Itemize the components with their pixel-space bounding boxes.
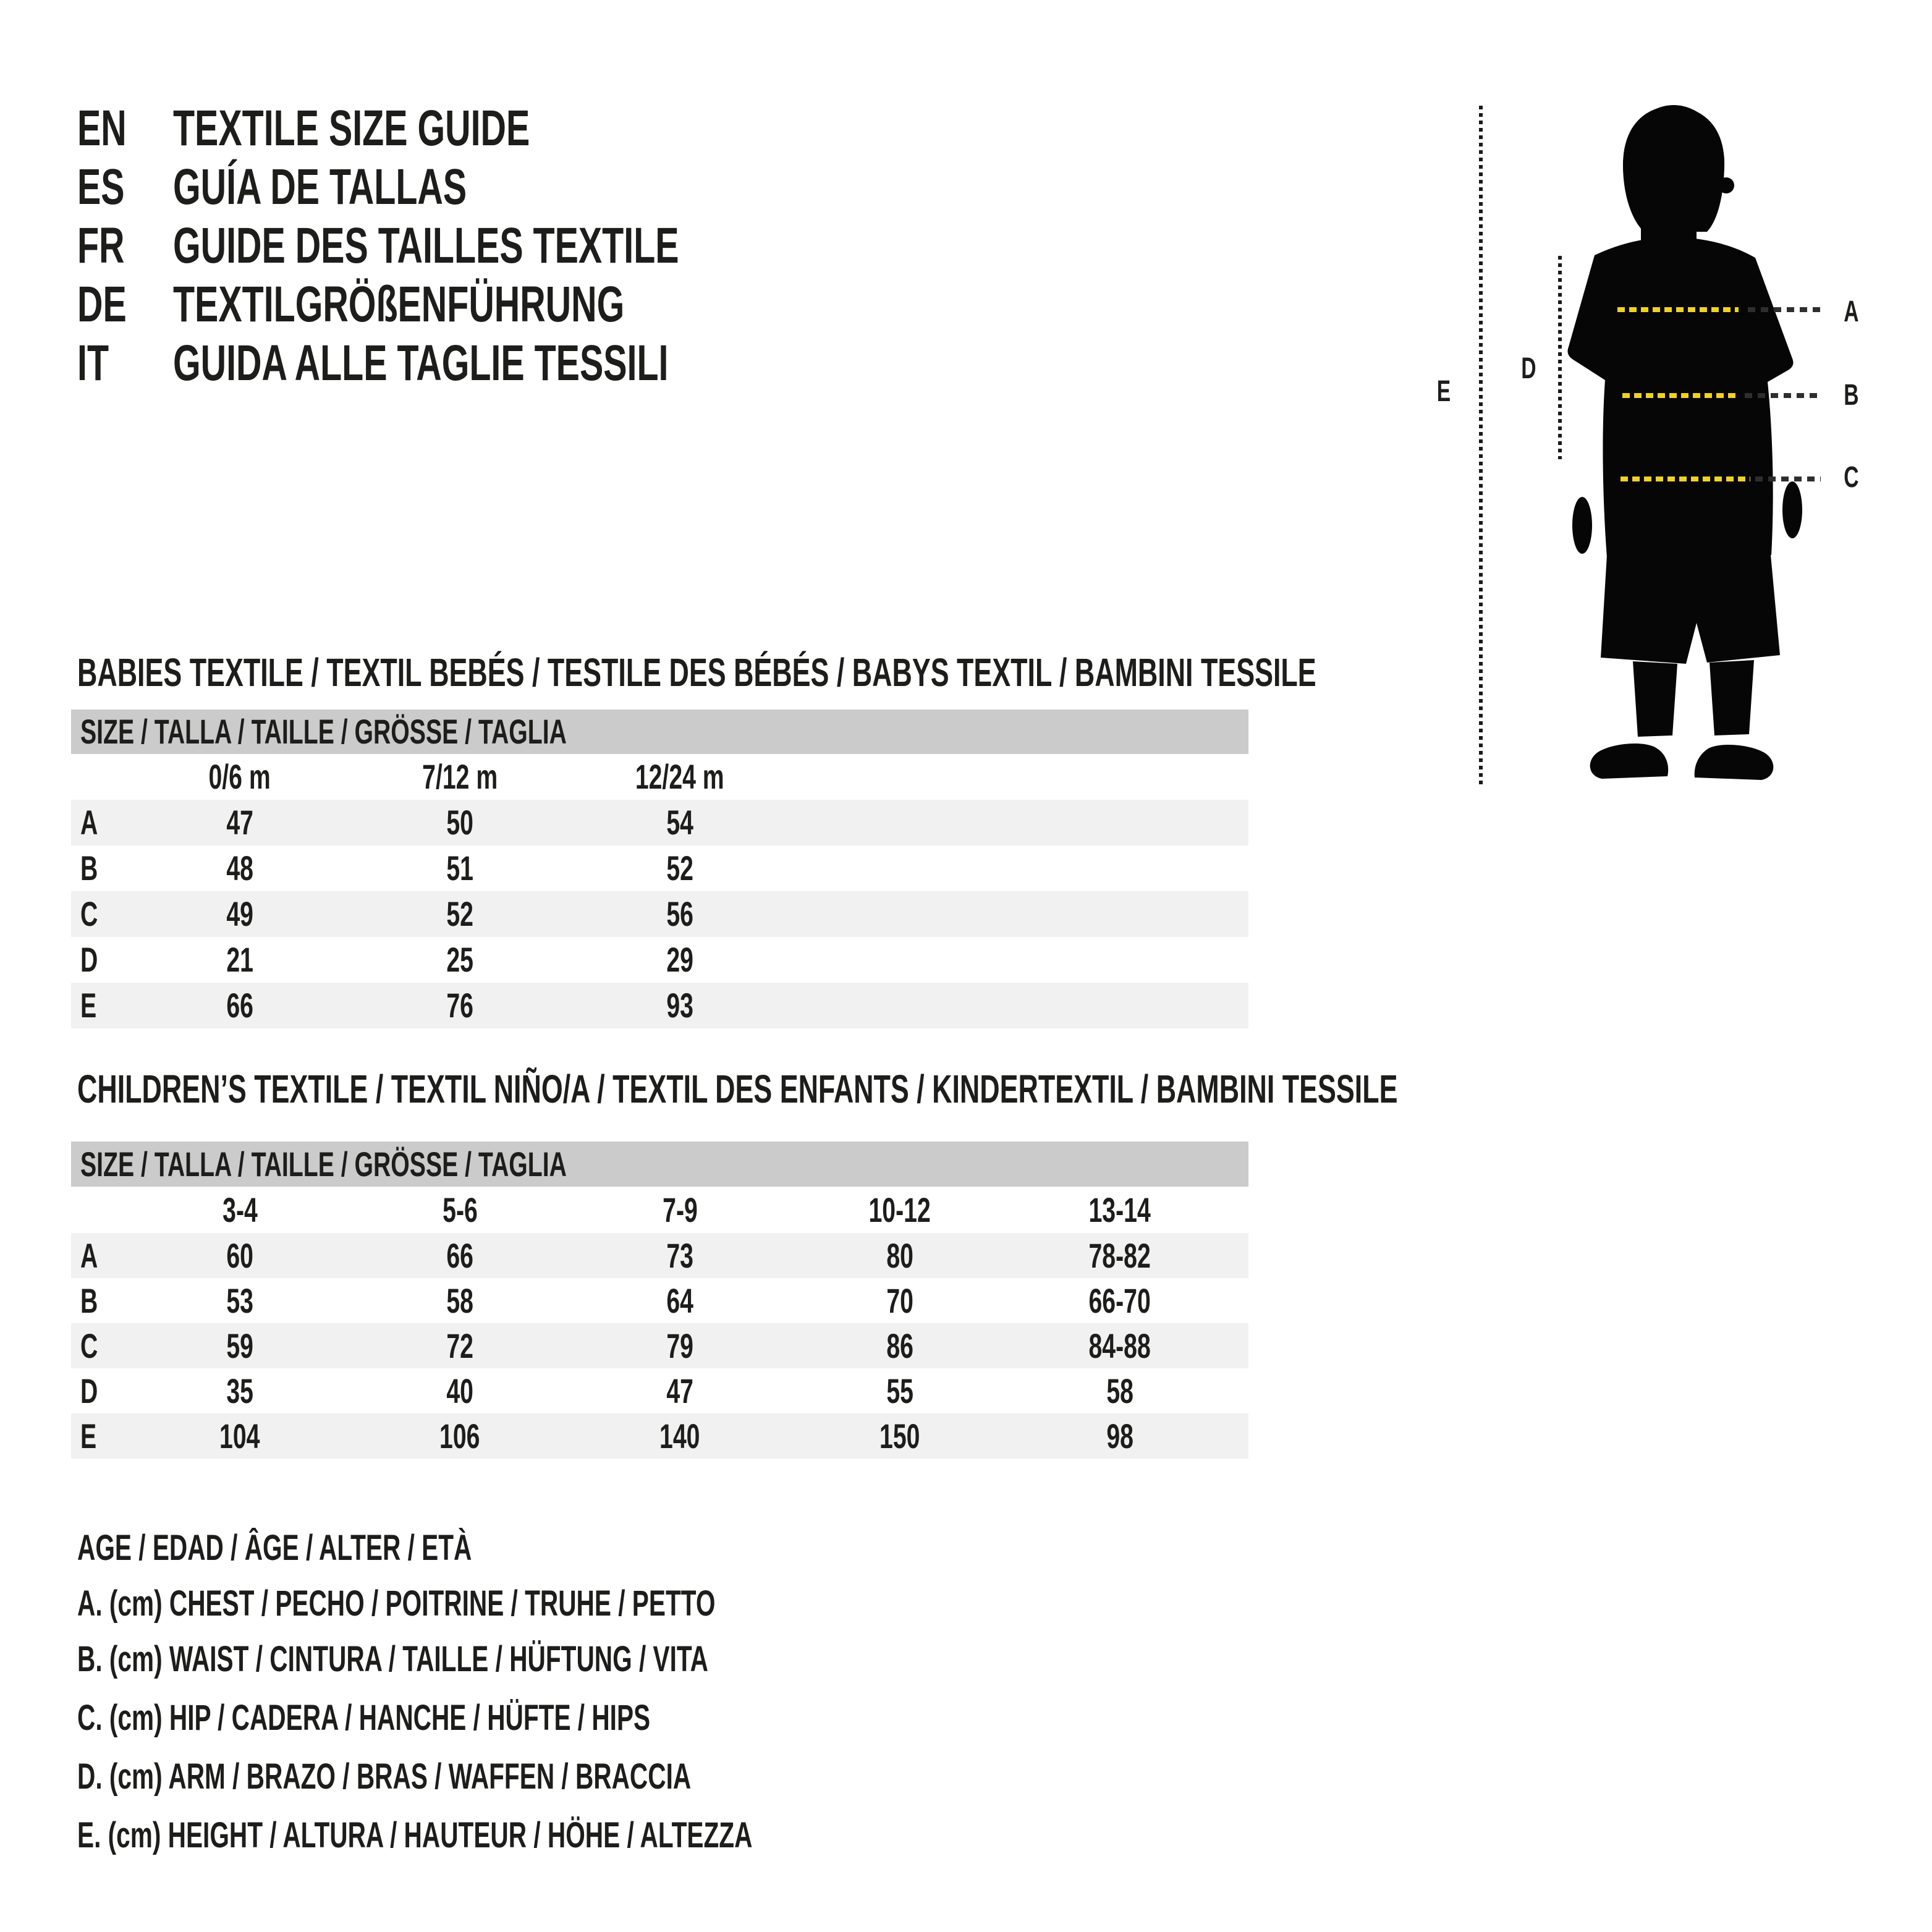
- legend-chest: A. (cm) CHEST / PECHO / POITRINE / TRUHE / PETTO: [77, 1583, 716, 1624]
- table-cell: 72: [446, 1326, 473, 1365]
- table-cell: 66: [226, 986, 253, 1025]
- table-cell: 47: [666, 1371, 693, 1410]
- table-row: B 48 51 52: [71, 845, 1248, 891]
- table-cell: 150: [879, 1417, 920, 1455]
- column-header: 0/6 m: [208, 757, 271, 796]
- table-cell: 76: [446, 986, 473, 1025]
- figure-label-E: E: [1436, 375, 1451, 408]
- table-cell: 60: [226, 1236, 253, 1275]
- chest-line-yellow: [1617, 307, 1739, 312]
- column-header: 10-12: [868, 1190, 931, 1229]
- table-cell: 58: [446, 1281, 473, 1320]
- legend-arm: D. (cm) ARM / BRAZO / BRAS / WAFFEN / BRACCIA: [77, 1756, 692, 1797]
- table-cell: 49: [226, 894, 253, 933]
- table-cell: 25: [446, 940, 473, 979]
- hip-line-dark: [1755, 477, 1821, 481]
- figure-label-B: B: [1844, 379, 1859, 412]
- hip-line-yellow: [1621, 477, 1750, 481]
- table-cell: 84-88: [1088, 1326, 1151, 1365]
- table-cell: 140: [659, 1417, 700, 1455]
- children-table-title: CHILDREN’S TEXTILE / TEXTIL NIÑO/A / TEXTIL DES ENFANTS / KINDERTEXTIL / BAMBINI TESSILE: [77, 1067, 1398, 1111]
- table-cell: 51: [446, 849, 473, 888]
- legend-hip: C. (cm) HIP / CADERA / HANCHE / HÜFTE / HIPS: [77, 1698, 651, 1738]
- lang-code: DE: [77, 276, 127, 333]
- waist-line-yellow: [1622, 393, 1740, 398]
- waist-line-dark: [1745, 393, 1821, 398]
- chest-line-dark: [1748, 307, 1821, 312]
- legend-height: E. (cm) HEIGHT / ALTURA / HAUTEUR / HÖHE / ALTEZZA: [77, 1815, 753, 1855]
- guide-title-de: TEXTILGRÖßENFÜHRUNG: [173, 276, 625, 333]
- table-cell: 80: [886, 1236, 913, 1275]
- figure-label-A: A: [1844, 295, 1859, 328]
- legend-age: AGE / EDAD / ÂGE / ALTER / ETÀ: [77, 1528, 472, 1568]
- table-cell: 64: [666, 1281, 693, 1320]
- table-cell: 86: [886, 1326, 913, 1365]
- table-row: D 35 40 47 55 58: [71, 1368, 1248, 1413]
- table-cell: 52: [666, 849, 693, 888]
- legend-waist: B. (cm) WAIST / CINTURA / TAILLE / HÜFTUNG / VITA: [77, 1639, 708, 1679]
- babies-table-title: BABIES TEXTILE / TEXTIL BEBÉS / TESTILE DES BÉBÉS / BABYS TEXTIL / BAMBINI TESSILE: [77, 650, 1316, 695]
- column-header: 7/12 m: [422, 757, 498, 796]
- lang-code: EN: [77, 100, 127, 156]
- table-cell: 53: [226, 1281, 253, 1320]
- table-cell: 40: [446, 1371, 473, 1410]
- table-cell: 59: [226, 1326, 253, 1365]
- table-cell: 55: [886, 1371, 913, 1410]
- table-row: B 53 58 64 70 66-70: [71, 1278, 1248, 1323]
- children-size-header-bar: SIZE / TALLA / TAILLE / GRÖSSE / TAGLIA: [71, 1142, 1248, 1187]
- table-row: C 59 72 79 86 84-88: [71, 1323, 1248, 1368]
- guide-title-es: GUÍA DE TALLAS: [173, 159, 467, 215]
- table-row: E 66 76 93: [71, 983, 1248, 1028]
- table-cell: 73: [666, 1236, 693, 1275]
- column-header: 13-14: [1088, 1190, 1151, 1229]
- table-cell: 78-82: [1088, 1236, 1151, 1275]
- table-cell: 106: [439, 1417, 480, 1455]
- table-cell: 98: [1106, 1417, 1133, 1455]
- table-cell: 52: [446, 894, 473, 933]
- table-cell: 58: [1106, 1371, 1133, 1410]
- table-row: A 60 66 73 80 78-82: [71, 1233, 1248, 1278]
- children-column-header-row: [71, 1187, 1248, 1233]
- babies-size-header-bar: SIZE / TALLA / TAILLE / GRÖSSE / TAGLIA: [71, 710, 1248, 754]
- table-cell: 29: [666, 940, 693, 979]
- table-cell: 56: [666, 894, 693, 933]
- table-row: A 47 50 54: [71, 800, 1248, 845]
- babies-column-header-row: [71, 754, 1248, 800]
- table-cell: 79: [666, 1326, 693, 1365]
- table-row: E 104 106 140 150 98: [71, 1413, 1248, 1459]
- column-header: 5-6: [442, 1190, 478, 1229]
- table-cell: 21: [226, 940, 253, 979]
- table-row: C 49 52 56: [71, 891, 1248, 937]
- lang-code: FR: [77, 218, 125, 274]
- table-cell: 66: [446, 1236, 473, 1275]
- lang-code: ES: [77, 159, 125, 215]
- table-cell: 47: [226, 803, 253, 842]
- table-row: D 21 25 29: [71, 937, 1248, 983]
- figure-label-C: C: [1844, 461, 1859, 494]
- lang-code: IT: [77, 335, 109, 391]
- table-cell: 54: [666, 803, 693, 842]
- figure-label-D: D: [1521, 352, 1536, 385]
- guide-title-it: GUIDA ALLE TAGLIE TESSILI: [173, 335, 669, 391]
- guide-title-fr: GUIDE DES TAILLES TEXTILE: [173, 218, 679, 274]
- table-cell: 48: [226, 849, 253, 888]
- table-cell: 93: [666, 986, 693, 1025]
- column-header: 12/24 m: [635, 757, 724, 796]
- column-header: 3-4: [222, 1190, 258, 1229]
- table-cell: 35: [226, 1371, 253, 1410]
- table-cell: 50: [446, 803, 473, 842]
- table-cell: 104: [219, 1417, 260, 1455]
- table-cell: 66-70: [1088, 1281, 1151, 1320]
- guide-title-en: TEXTILE SIZE GUIDE: [173, 100, 530, 156]
- table-cell: 70: [886, 1281, 913, 1320]
- column-header: 7-9: [662, 1190, 698, 1229]
